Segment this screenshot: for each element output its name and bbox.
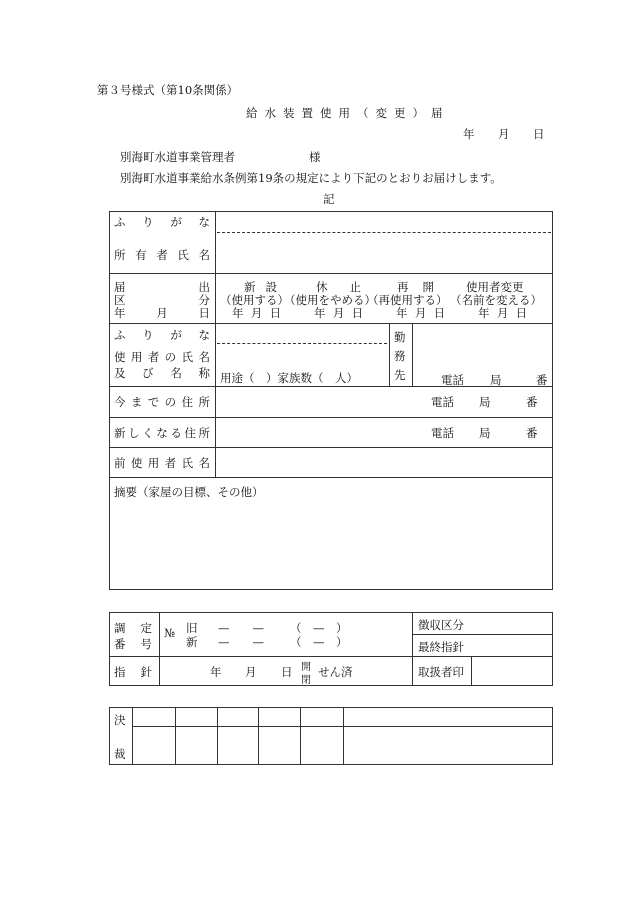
meter-no-symbol: № [164, 626, 175, 640]
notice-date-group-4: 年 月 日 [478, 306, 528, 320]
approval-char-1: 決 [114, 713, 126, 727]
ki-label: 記 [323, 192, 335, 206]
notice-type-new: 新設 [244, 280, 287, 294]
workplace-left-line [389, 323, 390, 386]
workplace-right-line [412, 323, 413, 386]
user-phone-label: 電話 [441, 373, 464, 387]
user-furigana-dash [217, 343, 387, 344]
notice-type-suspend: 休止 [316, 280, 383, 294]
honorific: 様 [309, 150, 321, 164]
usage-label: 用途（ ）家族数（ 人） [220, 371, 358, 385]
owner-furigana-label: ふ り が な [114, 215, 210, 229]
reading-label: 指 針 [114, 665, 152, 679]
reading-month: 月 [245, 665, 257, 679]
notice-desc-suspend: （使用をやめる） [284, 293, 376, 307]
form-title: 給水装置使用（変更）届 [246, 106, 450, 120]
current-address-label: 今 ま で の 住 所 [114, 395, 210, 409]
user-furigana-label: ふ り が な [114, 328, 210, 342]
form-number: 第３号様式（第10条関係） [97, 83, 239, 97]
current-phone-number: 番 [526, 395, 538, 409]
user-phone-exchange: 局 [490, 373, 502, 387]
notice-desc-new: （使用する） [220, 293, 289, 307]
new-phone-number: 番 [526, 426, 538, 440]
meter-new-label: 新 [186, 635, 198, 649]
current-phone-label: 電話 [431, 395, 454, 409]
owner-name-label: 所 有 者 氏 名 [114, 248, 210, 262]
intro-text: 別海町水道事業給水条例第19条の規定により下記のとおりお届けします。 [120, 171, 502, 185]
approval-char-2: 裁 [114, 747, 126, 761]
current-phone-exchange: 局 [479, 395, 491, 409]
reading-day: 日 [281, 665, 293, 679]
final-reading-label: 最終指針 [418, 640, 464, 654]
date-year: 年 [463, 127, 475, 141]
notice-type-change: 使用者変更 [466, 280, 524, 294]
workplace-char-3: 先 [394, 368, 406, 382]
new-phone-exchange: 局 [479, 426, 491, 440]
meter-new-paren: （ — ） [290, 635, 348, 649]
workplace-char-1: 勤 [394, 330, 406, 344]
new-address-label: 新 し く な る 住 所 [114, 426, 210, 440]
owner-furigana-dash [217, 232, 551, 233]
meter-label-2: 番 号 [114, 637, 152, 651]
new-phone-label: 電話 [431, 426, 454, 440]
user-phone-number: 番 [536, 373, 548, 387]
previous-user-label: 前 使 用 者 氏 名 [114, 456, 210, 470]
close-label: 閉 [301, 675, 311, 686]
notice-desc-change: （名前を変える） [450, 293, 542, 307]
notice-date-group-3: 年 月 日 [396, 306, 446, 320]
open-label: 開 [301, 662, 311, 673]
user-name-label-2: 及 び 名 称 [114, 366, 210, 380]
summary-label: 摘要（家屋の目標、その他） [114, 485, 264, 499]
notice-date-group-1: 年 月 日 [232, 306, 282, 320]
addressee: 別海町水道事業管理者 [120, 150, 235, 164]
meter-old-dashes: — — [218, 621, 264, 635]
notice-label-1: 届 出 [114, 280, 210, 294]
workplace-char-2: 務 [394, 349, 406, 363]
date-day: 日 [533, 127, 545, 141]
meter-old-paren: （ — ） [290, 621, 348, 635]
meter-label-1: 調 定 [114, 621, 152, 635]
main-col-divider [215, 211, 216, 477]
notice-desc-resume: （再使用する） [367, 293, 448, 307]
meter-new-dashes: — — [218, 635, 264, 649]
notice-type-resume: 再開 [397, 280, 448, 294]
user-name-label-1: 使 用 者 の 氏 名 [114, 350, 210, 364]
plug-label: せん済 [318, 665, 353, 679]
meter-old-label: 旧 [186, 621, 198, 635]
handler-label: 取扱者印 [418, 665, 464, 679]
date-month: 月 [498, 127, 510, 141]
notice-label-3: 年 月 日 [114, 306, 210, 320]
collection-label: 徴収区分 [418, 618, 464, 632]
notice-date-group-2: 年 月 日 [314, 306, 364, 320]
reading-year: 年 [210, 665, 222, 679]
notice-label-2: 区 分 [114, 293, 210, 307]
